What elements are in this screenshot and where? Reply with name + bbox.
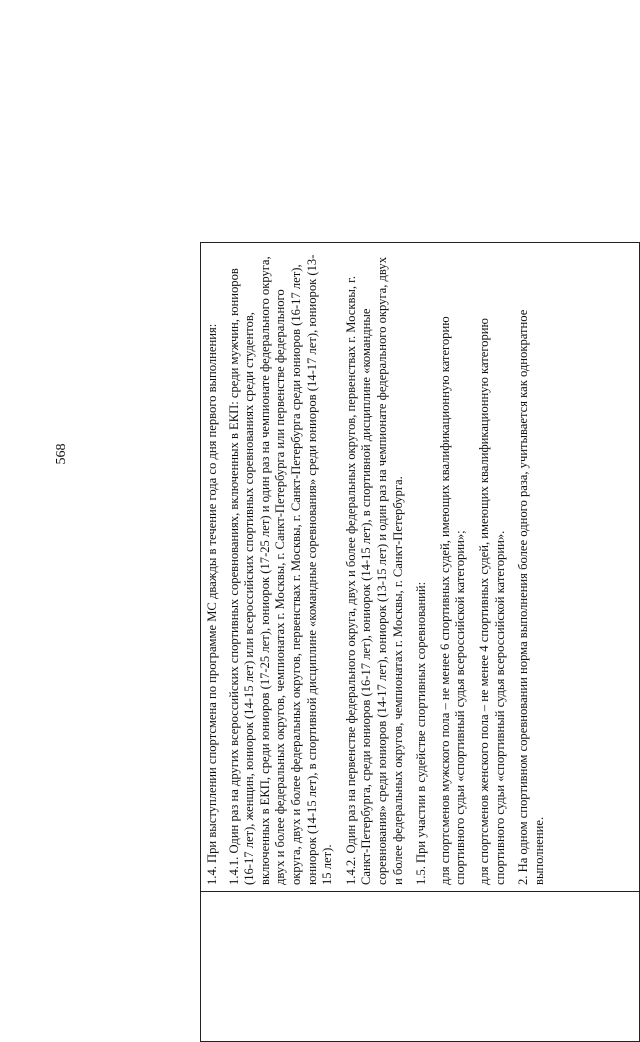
requirements-table <box>200 242 640 1042</box>
paragraph-women-judges: для спортсменов женского пола – не менее 4 спортивных судей, имеющих квалификационную категорию спортивного судьи «спортивный судья всероссийской категории». <box>476 318 507 885</box>
page-number: 568 <box>54 443 69 465</box>
table-left-column <box>201 891 639 1041</box>
rotated-document-block <box>200 242 640 1042</box>
paragraph-1-4-2: 1.4.2. Один раз на первенстве федерального округа, двух и более федеральных округов, первенствах г. Москвы, г. Санкт-Петербурга, среди юниоров (16-17 лет), юниорок (14-15 лет), в спортивной дисциплине «командные соревнования» среди юниоров (14-17 лет), юниорок (13-15 лет) и один раз на чемпионате федерального округа, двух и более федеральных округов, чемпионатах г. Москвы, г. Санкт-Петербурга. <box>343 256 405 885</box>
paragraph-1-5: 1.5. При участии в судействе спортивных соревнований: <box>414 581 429 885</box>
paragraph-2: 2. На одном спортивном соревновании норма выполнения более одного раза, учитывается как однократное выполнение. <box>516 309 546 885</box>
paragraph-1-4-1: 1.4.1. Один раз на других всероссийских спортивных соревнованиях, включенных в ЕКП: среди мужчин, юниоров (16-17 лет), женщин, юниорок (14-15 лет) или всероссийских спортивных соревнованиях среди студентов, включенных в ЕКП, среди юниоров (17-25 лет), юниорок (17-25 лет) и один раз на чемпионате федерального округа, двух и более федеральных округов, чемпионатах г. Москвы, г. Санкт-Петербурга или первенстве федерального округа, двух и более федеральных округов, первенствах г. Москвы, г. Санкт-Петербурга среди юниоров (16-17 лет), юниорок (14-15 лет), в спортивной дисциплине «командные соревнования» среди юниоров (14-17 лет), юниорок (13-15 лет). <box>226 254 335 885</box>
paragraph-1-4: 1.4. При выступлении спортсмена по программе МС дважды в течение года со дня первого выполнения: <box>205 323 219 885</box>
table-right-column <box>201 243 639 891</box>
paragraph-men-judges: для спортсменов мужского пола – не менее 6 спортивных судей, имеющих квалификационную категорию спортивного судьи «спортивный судья всероссийской категории»; <box>437 316 468 885</box>
